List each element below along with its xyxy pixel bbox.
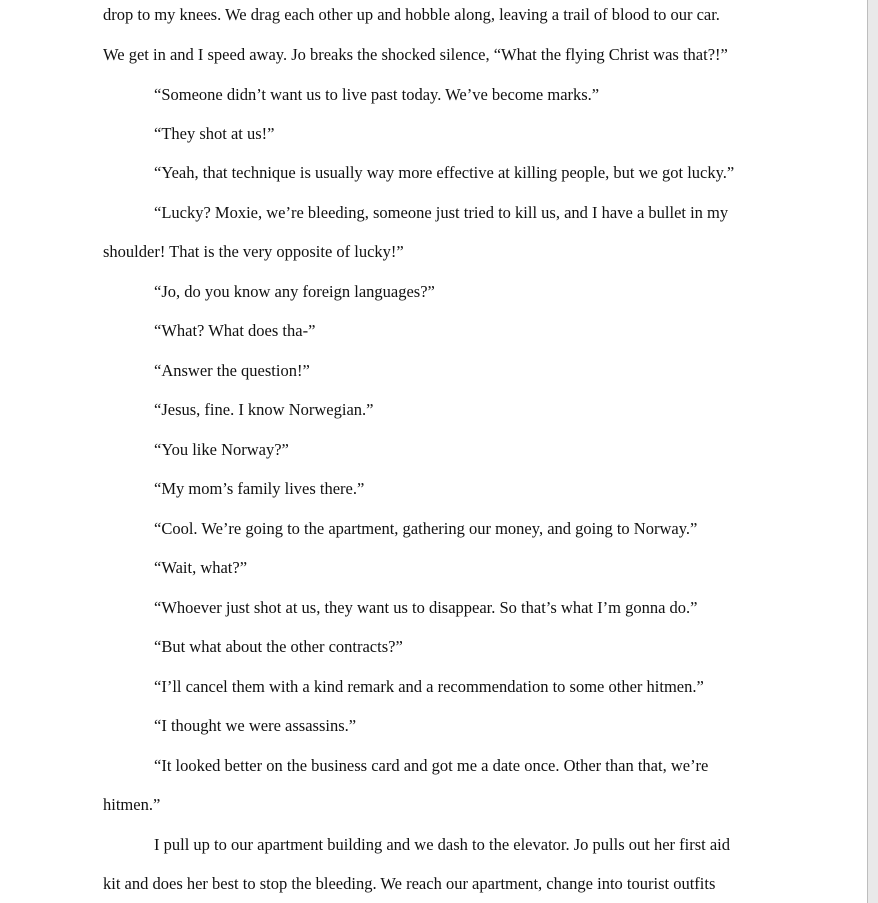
text-line: “It looked better on the business card and got me a date once. Other than that, we’re	[154, 756, 709, 775]
text-line: “My mom’s family lives there.”	[154, 479, 365, 498]
text-line: We get in and I speed away. Jo breaks the shocked silence, “What the flying Christ was that?!”	[103, 45, 728, 64]
window-edge	[867, 0, 878, 903]
text-line: “Yeah, that technique is usually way more effective at killing people, but we got lucky.”	[154, 163, 735, 182]
text-line: “Jesus, fine. I know Norwegian.”	[154, 400, 374, 419]
text-line: shoulder! That is the very opposite of lucky!”	[103, 242, 404, 261]
text-line: hitmen.”	[103, 795, 161, 814]
text-line: drop to my knees. We drag each other up and hobble along, leaving a trail of blood to our car.	[103, 5, 720, 24]
text-line: “Cool. We’re going to the apartment, gathering our money, and going to Norway.”	[154, 519, 698, 538]
text-line: “Wait, what?”	[154, 558, 248, 577]
text-line: “They shot at us!”	[154, 124, 275, 143]
text-line: “Jo, do you know any foreign languages?”	[154, 282, 435, 301]
text-line: “Lucky? Moxie, we’re bleeding, someone just tried to kill us, and I have a bullet in my	[154, 203, 729, 222]
text-line: “Whoever just shot at us, they want us to disappear. So that’s what I’m gonna do.”	[154, 598, 698, 617]
text-line: “But what about the other contracts?”	[154, 637, 403, 656]
text-line: “You like Norway?”	[154, 440, 289, 459]
text-line: “I’ll cancel them with a kind remark and a recommendation to some other hitmen.”	[154, 677, 704, 696]
text-line: I pull up to our apartment building and we dash to the elevator. Jo pulls out her first aid	[154, 835, 731, 854]
text-line: kit and does her best to stop the bleeding. We reach our apartment, change into tourist outfits	[103, 874, 716, 893]
text-line: “What? What does tha-”	[154, 321, 316, 340]
text-line: “Answer the question!”	[154, 361, 310, 380]
text-line: “Someone didn’t want us to live past today. We’ve become marks.”	[154, 85, 600, 104]
text-line: “I thought we were assassins.”	[154, 716, 357, 735]
